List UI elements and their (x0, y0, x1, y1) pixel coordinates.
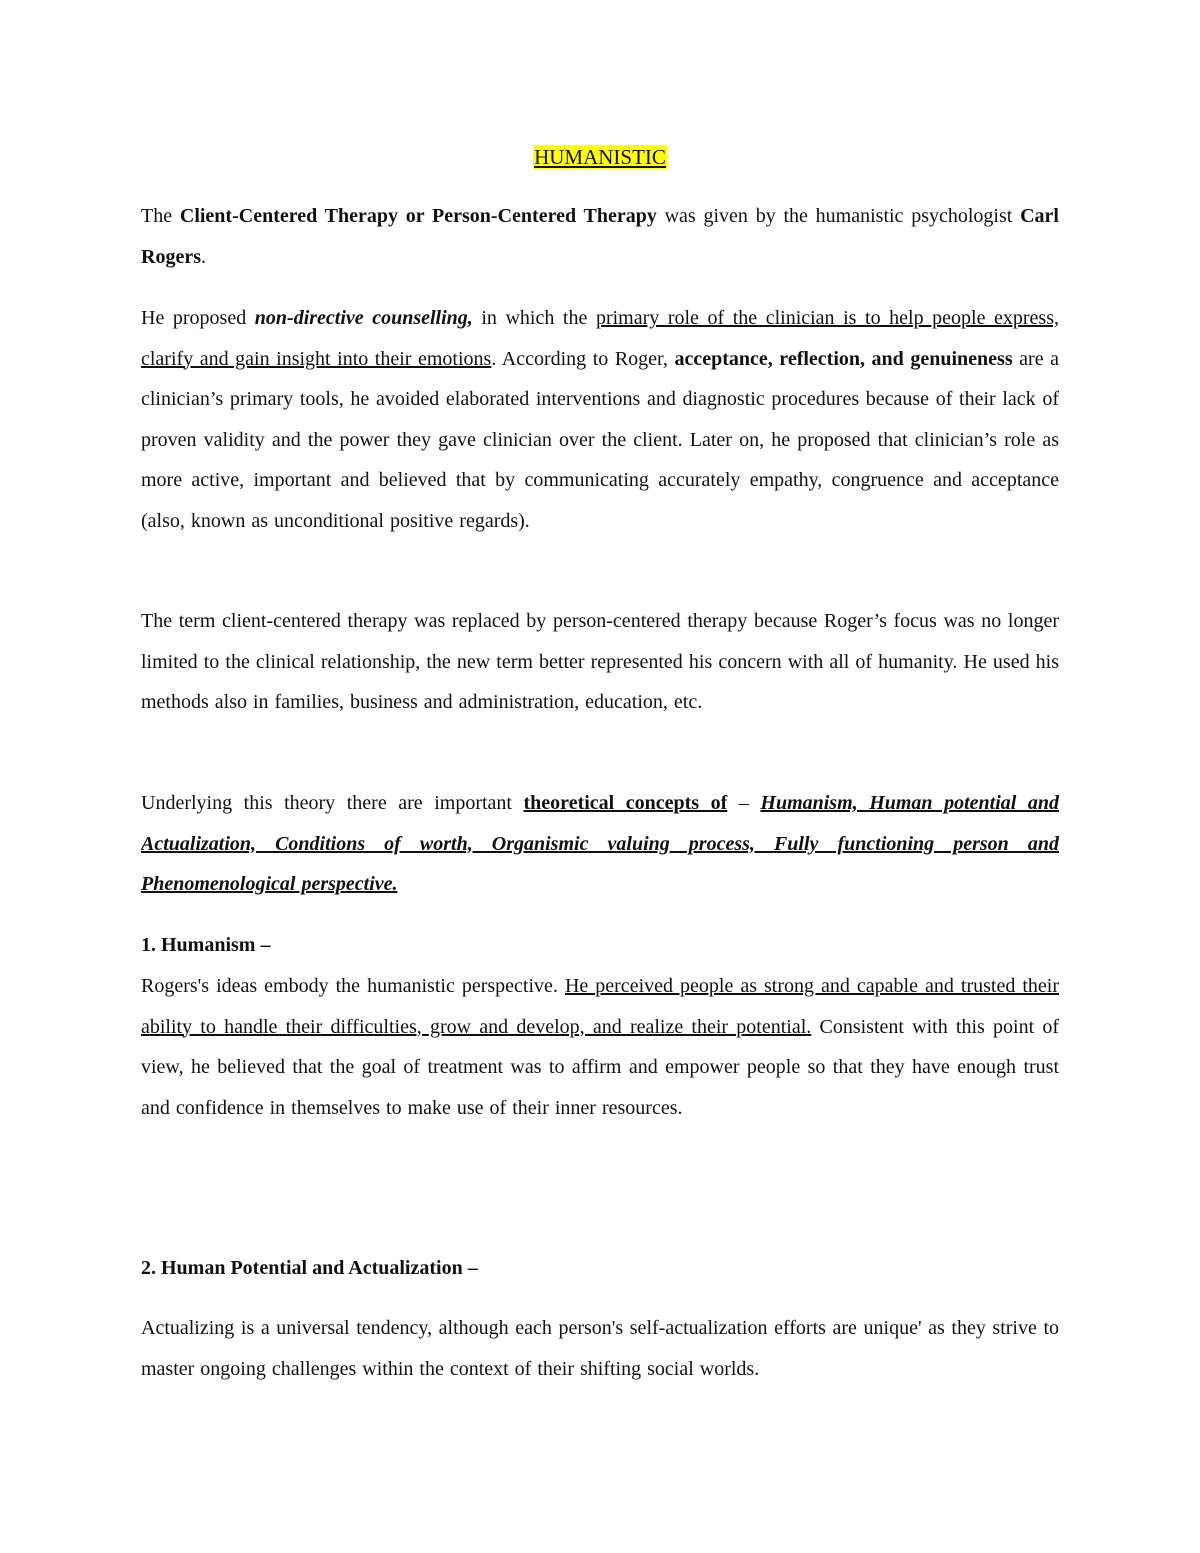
nondirective-paragraph (141, 298, 1059, 541)
text-run: Actualizing is a universal tendency, although each person's self-actualization efforts are unique' as they strive to master ongoing challenges within the context of their shifting social worlds. (141, 1317, 1059, 1380)
text-run: Underlying this theory there are important (141, 792, 524, 814)
document-page (141, 0, 1059, 1553)
text-run: – (727, 792, 761, 814)
author-name: Carl Rogers (141, 205, 1059, 268)
concepts-paragraph (141, 783, 1059, 905)
text-run: Rogers's ideas embody the humanistic perspective. (141, 975, 565, 997)
underlined-phrase: primary role of the clinician is to help people express, clarify and gain insight into their emotions (141, 307, 1059, 370)
humanism-paragraph (141, 966, 1059, 1128)
text-run: in which the (472, 307, 596, 329)
key-term: non-directive counselling, (254, 307, 473, 329)
title-block (141, 143, 1059, 171)
therapy-name: Client-Centered Therapy or Person-Centered Therapy (179, 205, 657, 227)
text-run: . According to Roger, (491, 347, 675, 370)
text-run: The term client-centered therapy was replaced by person-centered therapy because Roger’s focus was no longer limited to the clinical relationship, the new term better represented his concern with all of humanity. He used his methods also in families, business and administration, education, etc. (141, 610, 1059, 713)
section-heading-humanism: 1. Humanism – (141, 934, 271, 956)
intro-paragraph (141, 196, 1059, 277)
text-run: Consistent with this point of view, he believed that the goal of treatment was to affirm and empower people so that they have enough trust and confidence in themselves to make use of their inner resources. (141, 1015, 1059, 1119)
person-centered-paragraph (141, 601, 1059, 723)
text-run: . (200, 245, 206, 268)
actualization-paragraph (141, 1308, 1059, 1389)
section-heading-potential: 2. Human Potential and Actualization – (141, 1257, 478, 1279)
text-run: are a clinician’s primary tools, he avoided elaborated interventions and diagnostic procedures because of their lack of proven validity and the power they gave clinician over the client. Later on, he proposed that clinician’s role as more active, important and believed that by communicating accurately empathy, congruence and acceptance (also, known as unconditional positive regards). (141, 347, 1059, 532)
key-term: theoretical concepts of (523, 792, 728, 814)
underlined-phrase: He perceived people as strong and capable and trusted their ability to handle their difficulties, grow and develop, and realize their potential. (141, 975, 1059, 1038)
text-run: was given by the humanistic psychologist (656, 205, 1021, 227)
page-title: HUMANISTIC (534, 145, 666, 169)
text-run: The (141, 205, 180, 227)
key-term: acceptance, reflection, and genuineness (674, 347, 1013, 370)
text-run: He proposed (141, 307, 255, 329)
concept-list: Humanism, Human potential and Actualization, Conditions of worth, Organismic valuing process, Fully functioning person and Phenomenological perspective. (141, 792, 1059, 895)
